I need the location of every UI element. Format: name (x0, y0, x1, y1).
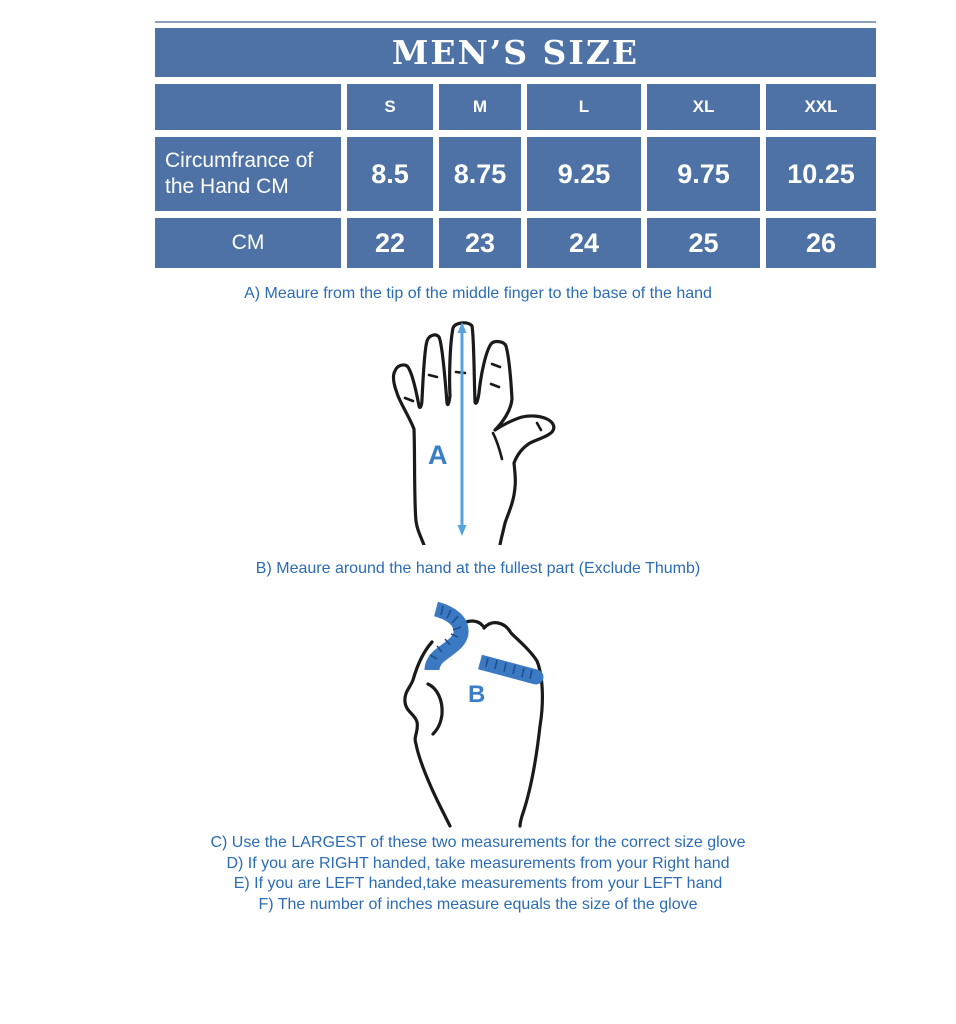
size-table-grid (155, 28, 876, 268)
row-label-circumference (155, 137, 341, 211)
size-table (155, 21, 876, 268)
circumference-value-xxl: 10.25 (766, 137, 876, 211)
circumference-value-xl: 9.75 (647, 137, 760, 211)
row-label-cm: CM (155, 218, 341, 268)
knuckle-line-pinky (405, 398, 413, 401)
fist-measure-label: B (468, 681, 486, 708)
thumb-crease-line (493, 433, 502, 459)
instructions-c-f (0, 833, 956, 915)
fist-thumb-curl (428, 684, 442, 734)
knuckle-line-index (492, 364, 500, 367)
instruction-d: D) If you are RIGHT handed, take measurements from your Right hand (226, 854, 730, 872)
cm-value-xxl: 26 (766, 218, 876, 268)
open-hand-icon (394, 323, 554, 545)
cm-value-s: 22 (347, 218, 433, 268)
fist-measure-diagram (392, 590, 592, 830)
size-header-m: M (439, 84, 521, 130)
knuckle-line-ring (429, 375, 437, 377)
circumference-value-l: 9.25 (527, 137, 641, 211)
table-title: MEN’S SIZE (155, 28, 876, 77)
corner-cell (155, 84, 341, 130)
size-header-l: L (527, 84, 641, 130)
row-label-circumference-text: Circumfrance of the Hand CM (165, 148, 314, 198)
hand-measure-label: A (428, 440, 448, 470)
tape-right-segment (480, 662, 536, 677)
circumference-value-s: 8.5 (347, 137, 433, 211)
knuckle-line-index2 (491, 384, 499, 387)
cm-value-m: 23 (439, 218, 521, 268)
instruction-f: F) The number of inches measure equals the size of the glove (258, 895, 698, 913)
cm-value-xl: 25 (647, 218, 760, 268)
instruction-c: C) Use the LARGEST of these two measurements for the correct size glove (210, 834, 746, 851)
size-header-xl: XL (647, 84, 760, 130)
instruction-e: E) If you are LEFT handed,take measurements from your LEFT hand (233, 875, 723, 892)
instruction-a: A) Meaure from the tip of the middle finger to the base of the hand (244, 285, 712, 302)
size-header-xxl: XXL (766, 84, 876, 130)
knuckle-line-thumb (537, 423, 541, 430)
fist-icon (456, 621, 542, 826)
circumference-value-m: 8.75 (439, 137, 521, 211)
instruction-b: B) Meaure around the hand at the fullest part (Exclude Thumb) (255, 560, 701, 577)
cm-value-l: 24 (527, 218, 641, 268)
table-top-border (155, 21, 876, 23)
size-header-s: S (347, 84, 433, 130)
measure-arrow-head-bottom (458, 525, 467, 536)
hand-measure-diagram (372, 315, 590, 545)
